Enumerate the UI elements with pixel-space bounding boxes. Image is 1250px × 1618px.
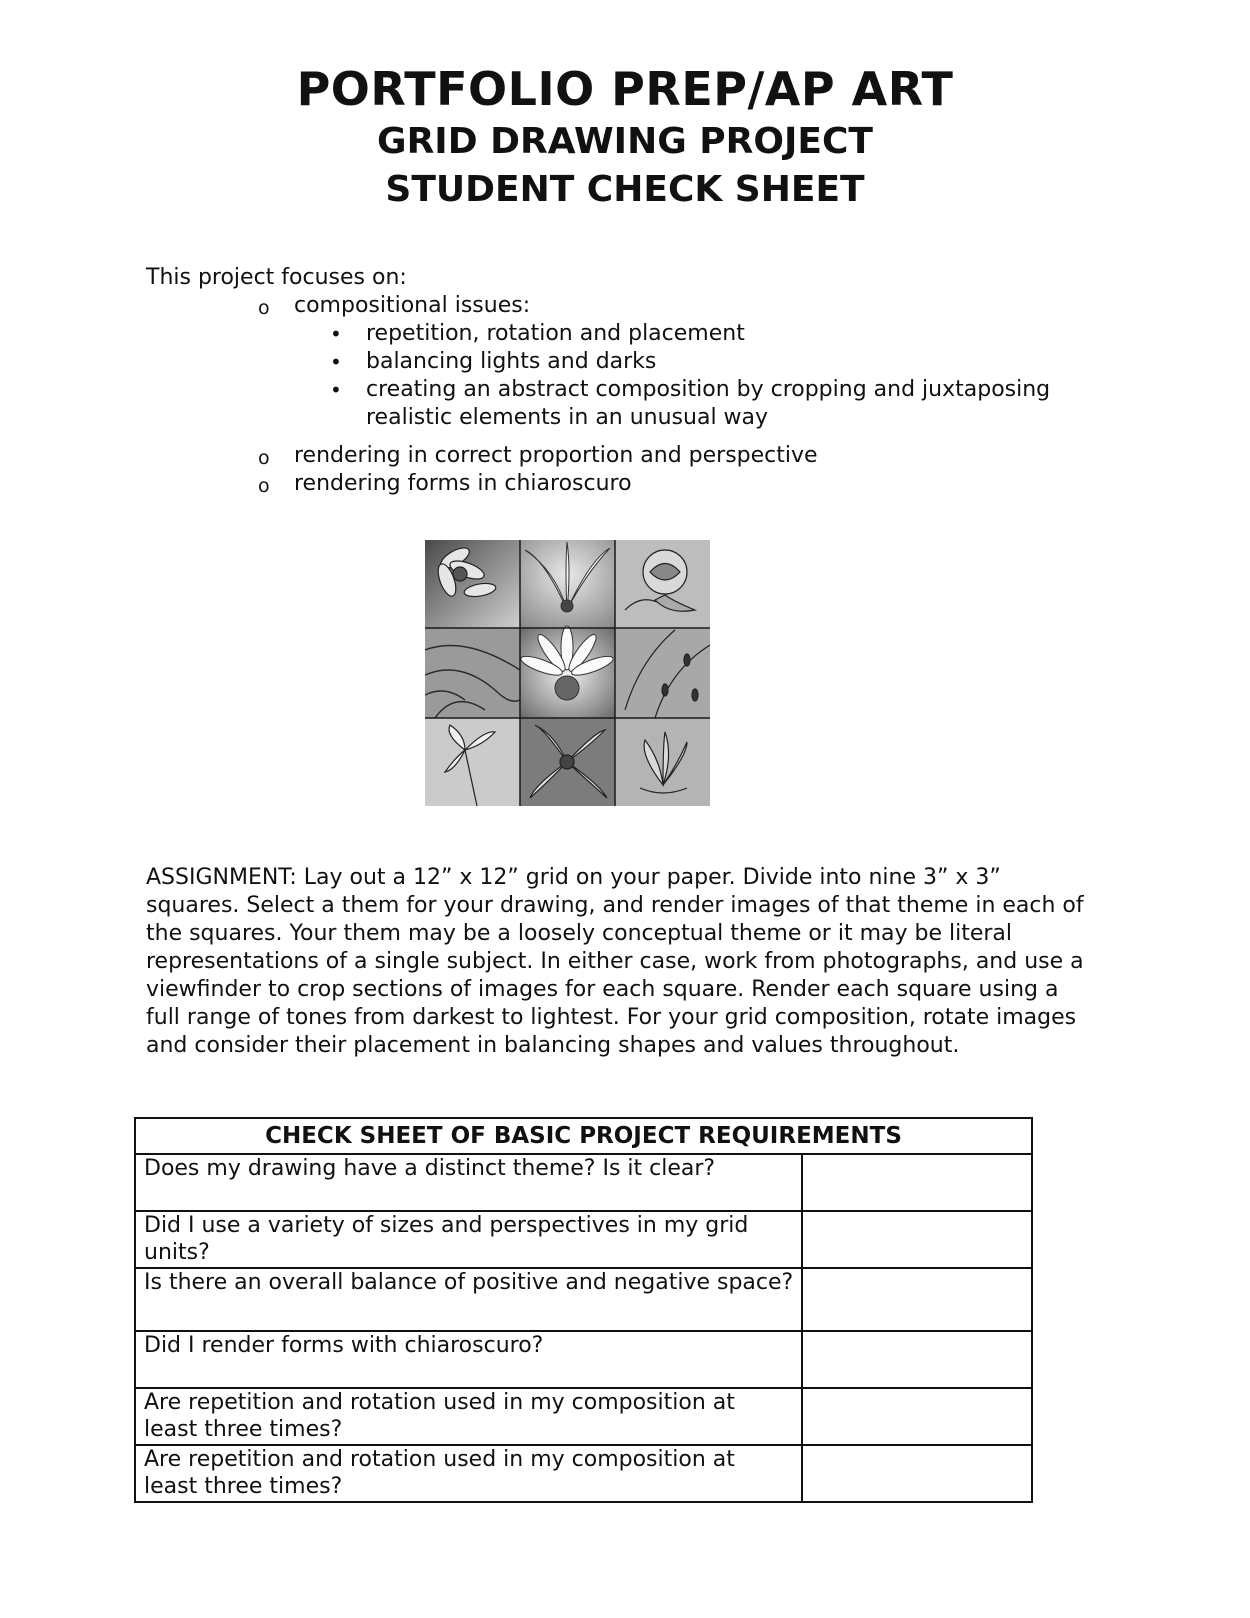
page-title: PORTFOLIO PREP/AP ART [296, 62, 954, 116]
check-box-cell[interactable] [802, 1388, 1032, 1445]
focus-intro: This project focuses on: [146, 265, 407, 290]
check-question: Did I render forms with chiaroscuro? [135, 1331, 802, 1388]
requirements-check-table [134, 1117, 1033, 1503]
table-row [135, 1388, 1032, 1445]
check-question: Are repetition and rotation used in my composition at least three times? [135, 1388, 802, 1445]
composition-item: • repetition, rotation and placement [330, 320, 1106, 348]
focus-section [146, 264, 1106, 498]
title-block [0, 60, 1250, 214]
check-question: Does my drawing have a distinct theme? Is it clear? [135, 1154, 802, 1211]
check-question: Is there an overall balance of positive and negative space? [135, 1268, 802, 1331]
table-row [135, 1445, 1032, 1502]
check-table-title: CHECK SHEET OF BASIC PROJECT REQUIREMENTS [135, 1118, 1032, 1154]
assignment-text: ASSIGNMENT: Lay out a 12” x 12” grid on your paper. Divide into nine 3” x 3” squares. Select a them for your drawing, and render images of that theme in each of the squares. Your them may be a loosely conceptual theme or it may be literal representations of a single subject. In either case, work from photographs, and use a viewfinder to crop sections of images for each square. Render each square using a full range of tones from darkest to lightest. For your grid composition, rotate images and consider their placement in balancing shapes and values throughout. [146, 865, 1084, 1058]
table-row [135, 1331, 1032, 1388]
focus-item: o rendering forms in chiaroscuro [258, 470, 1106, 498]
composition-item: • creating an abstract composition by cropping and juxtaposing realistic elements in an unusual way [330, 376, 1106, 432]
check-box-cell[interactable] [802, 1211, 1032, 1268]
project-subtitle: GRID DRAWING PROJECT [377, 121, 873, 162]
check-box-cell[interactable] [802, 1154, 1032, 1211]
focus-item-composition [258, 292, 1106, 432]
composition-label: compositional issues: [294, 293, 531, 318]
composition-item: • balancing lights and darks [330, 348, 1106, 376]
focus-item: o rendering in correct proportion and perspective [258, 442, 1106, 470]
table-row [135, 1154, 1032, 1211]
table-row [135, 1211, 1032, 1268]
sample-grid-drawing [425, 540, 710, 806]
table-row [135, 1268, 1032, 1331]
focus-list [146, 292, 1106, 498]
check-question: Did I use a variety of sizes and perspectives in my grid units? [135, 1211, 802, 1268]
composition-sublist [294, 320, 1106, 432]
check-box-cell[interactable] [802, 1331, 1032, 1388]
sheet-subtitle: STUDENT CHECK SHEET [385, 169, 865, 210]
check-box-cell[interactable] [802, 1445, 1032, 1502]
check-question: Are repetition and rotation used in my composition at least three times? [135, 1445, 802, 1502]
check-box-cell[interactable] [802, 1268, 1032, 1331]
